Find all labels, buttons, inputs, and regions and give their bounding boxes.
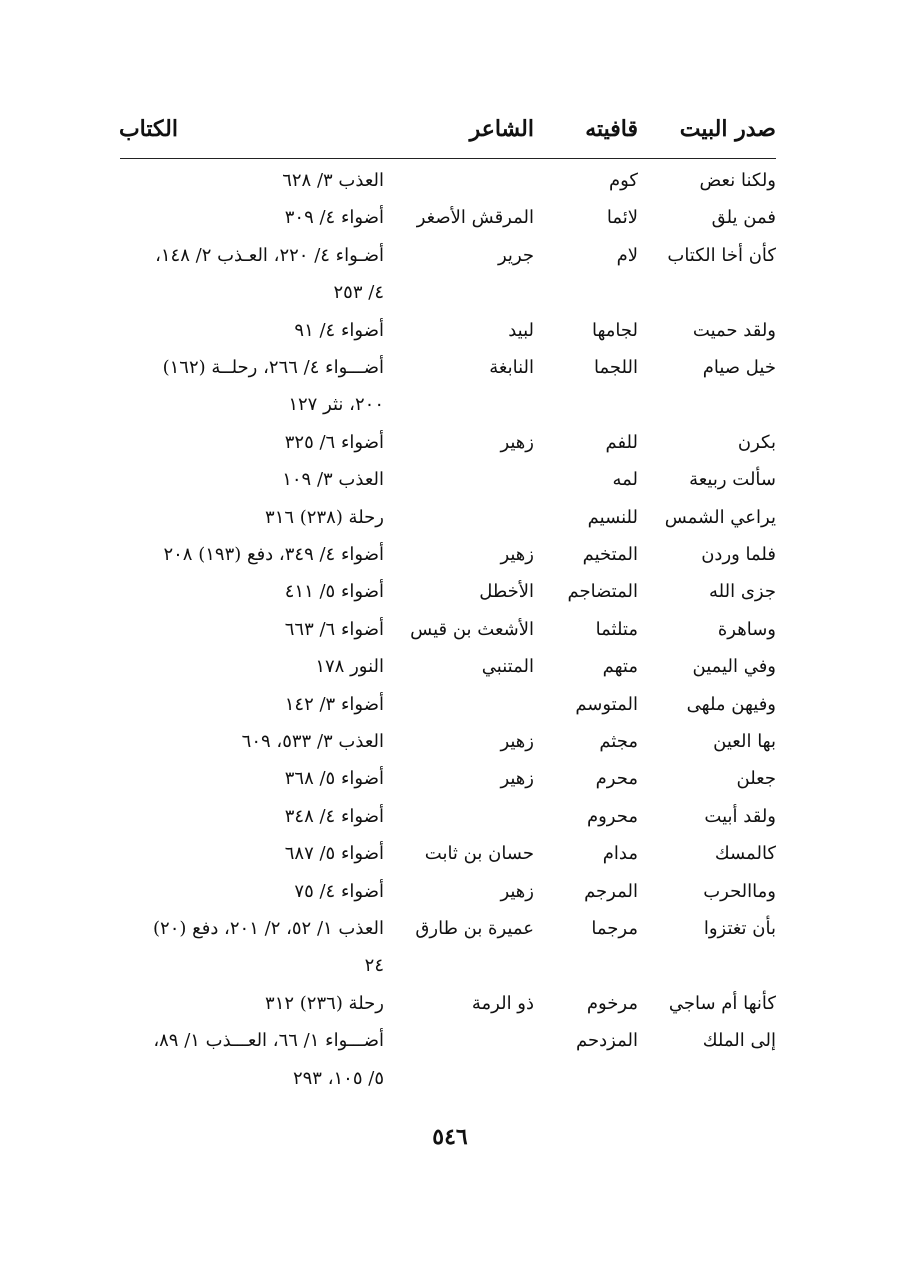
header-rhyme: قافيته: [585, 116, 638, 142]
header-verse-opening: صدر البيت: [679, 116, 776, 142]
row-verse-opening: خيل صيام: [702, 357, 776, 378]
row-rhyme: المتضاجم: [567, 581, 638, 603]
row-book-ref: أضواء ٥/ ٦٨٧: [284, 843, 384, 865]
row-verse-opening: سألت ربيعة: [689, 469, 776, 491]
row-book-ref: أضواء ٥/ ٤١١: [284, 581, 384, 603]
row-rhyme: للفم: [605, 431, 638, 453]
row-poet: حسان بن ثابت: [424, 843, 534, 865]
row-rhyme: المرجم: [584, 880, 638, 902]
row-rhyme: متلثما: [595, 618, 638, 640]
row-rhyme: لجامها: [591, 319, 638, 341]
row-verse-opening: ولكنا نعض: [699, 170, 776, 191]
row-book-ref: أضـــواء ٤/ ٢٦٦، رحلــة (١٦٢): [162, 357, 384, 378]
row-book-ref: أضـواء ٤/ ٢٢٠، العـذب ٢/ ١٤٨،: [155, 244, 384, 266]
row-rhyme: لائما: [606, 207, 638, 229]
row-book-ref: أضواء ٦/ ٣٢٥: [284, 431, 384, 453]
row-book-ref: ٥/ ١٠٥، ٢٩٣: [292, 1067, 384, 1089]
row-rhyme: مجثم: [599, 731, 638, 752]
row-poet: عميرة بن طارق: [415, 918, 534, 939]
row-verse-opening: فلما وردن: [701, 544, 776, 565]
row-book-ref: أضواء ٤/ ٩١: [294, 319, 384, 341]
header-poet: الشاعر: [469, 116, 534, 142]
row-poet: جرير: [498, 244, 534, 266]
row-book-ref: رحلة (٢٣٦) ٣١٢: [265, 992, 384, 1014]
row-rhyme: لمه: [612, 469, 638, 491]
row-book-ref: العذب ٣/ ٦٢٨: [282, 170, 384, 191]
row-book-ref: ٢٤: [364, 955, 384, 977]
row-verse-opening: بأن تغتزوا: [703, 918, 776, 939]
row-verse-opening: كأنها أم ساجي: [668, 992, 776, 1014]
row-poet: المرقش الأصغر: [416, 207, 534, 229]
row-verse-opening: كالمسك: [714, 843, 776, 865]
row-poet: ذو الرمة: [471, 992, 534, 1014]
row-rhyme: متهم: [602, 656, 638, 678]
row-poet: زهير: [500, 431, 534, 453]
row-book-ref: أضواء ٦/ ٦٦٣: [284, 618, 384, 640]
row-verse-opening: جزى الله: [709, 581, 776, 603]
row-rhyme: محرم: [595, 768, 638, 790]
row-rhyme: اللجما: [594, 357, 638, 378]
row-book-ref: أضواء ٥/ ٣٦٨: [284, 768, 384, 790]
row-book-ref: العذب ١/ ٥٢، ٢/ ٢٠١، دفع (٢٠): [153, 918, 384, 939]
row-verse-opening: جعلن: [736, 768, 776, 790]
row-book-ref: النور ١٧٨: [315, 656, 384, 678]
row-verse-opening: وساهرة: [717, 618, 776, 640]
row-book-ref: العذب ٣/ ١٠٩: [282, 469, 384, 491]
row-poet: زهير: [500, 768, 534, 790]
row-book-ref: ٢٠٠، نثر ١٢٧: [288, 394, 384, 416]
row-poet: الأخطل: [479, 581, 534, 603]
row-verse-opening: ولقد أبيت: [704, 805, 776, 827]
row-book-ref: العذب ٣/ ٥٣٣، ٦٠٩: [241, 731, 384, 752]
row-rhyme: للنسيم: [587, 506, 638, 528]
row-book-ref: أضواء ٤/ ٣٤٩، دفع (١٩٣) ٢٠٨: [163, 544, 384, 565]
row-book-ref: أضـــواء ١/ ٦٦، العـــذب ١/ ٨٩،: [153, 1030, 384, 1052]
row-rhyme: مرخوم: [586, 992, 638, 1014]
row-verse-opening: ولقد حميت: [692, 319, 776, 341]
row-verse-opening: وفيهن ملهى: [686, 693, 776, 715]
row-rhyme: المزدحم: [576, 1030, 638, 1052]
row-rhyme: لام: [616, 244, 638, 266]
row-verse-opening: بها العين: [713, 731, 776, 752]
row-book-ref: أضواء ٤/ ٣٤٨: [284, 805, 384, 827]
row-rhyme: كوم: [608, 170, 638, 191]
row-verse-opening: بكرن: [737, 431, 776, 453]
row-rhyme: مرجما: [591, 918, 638, 939]
row-rhyme: مدام: [602, 843, 638, 865]
header-rule: [120, 158, 776, 159]
row-book-ref: أضواء ٤/ ٧٥: [294, 880, 384, 902]
row-book-ref: رحلة (٢٣٨) ٣١٦: [265, 506, 384, 528]
row-verse-opening: وفي اليمين: [692, 656, 776, 678]
row-verse-opening: وماالحرب: [703, 880, 776, 902]
row-book-ref: أضواء ٣/ ١٤٢: [284, 693, 384, 715]
row-poet: لبيد: [508, 319, 534, 341]
row-verse-opening: فمن يلق: [711, 207, 776, 229]
row-poet: زهير: [500, 731, 534, 752]
row-verse-opening: كأن أخا الكتاب: [667, 244, 776, 266]
row-rhyme: المتخيم: [582, 544, 638, 565]
row-poet: الأشعث بن قيس: [410, 618, 534, 640]
row-book-ref: ٤/ ٢٥٣: [333, 282, 384, 304]
header-book: الكتاب: [118, 116, 178, 142]
row-verse-opening: يراعي الشمس: [664, 506, 776, 528]
row-verse-opening: إلى الملك: [702, 1030, 776, 1052]
row-poet: النابغة: [489, 357, 534, 378]
row-poet: زهير: [500, 880, 534, 902]
row-poet: زهير: [500, 544, 534, 565]
row-poet: المتنبي: [481, 656, 534, 678]
page-number: ٥٤٦: [432, 1124, 468, 1150]
row-rhyme: المتوسم: [575, 693, 638, 715]
row-rhyme: محروم: [586, 805, 638, 827]
row-book-ref: أضواء ٤/ ٣٠٩: [284, 207, 384, 229]
